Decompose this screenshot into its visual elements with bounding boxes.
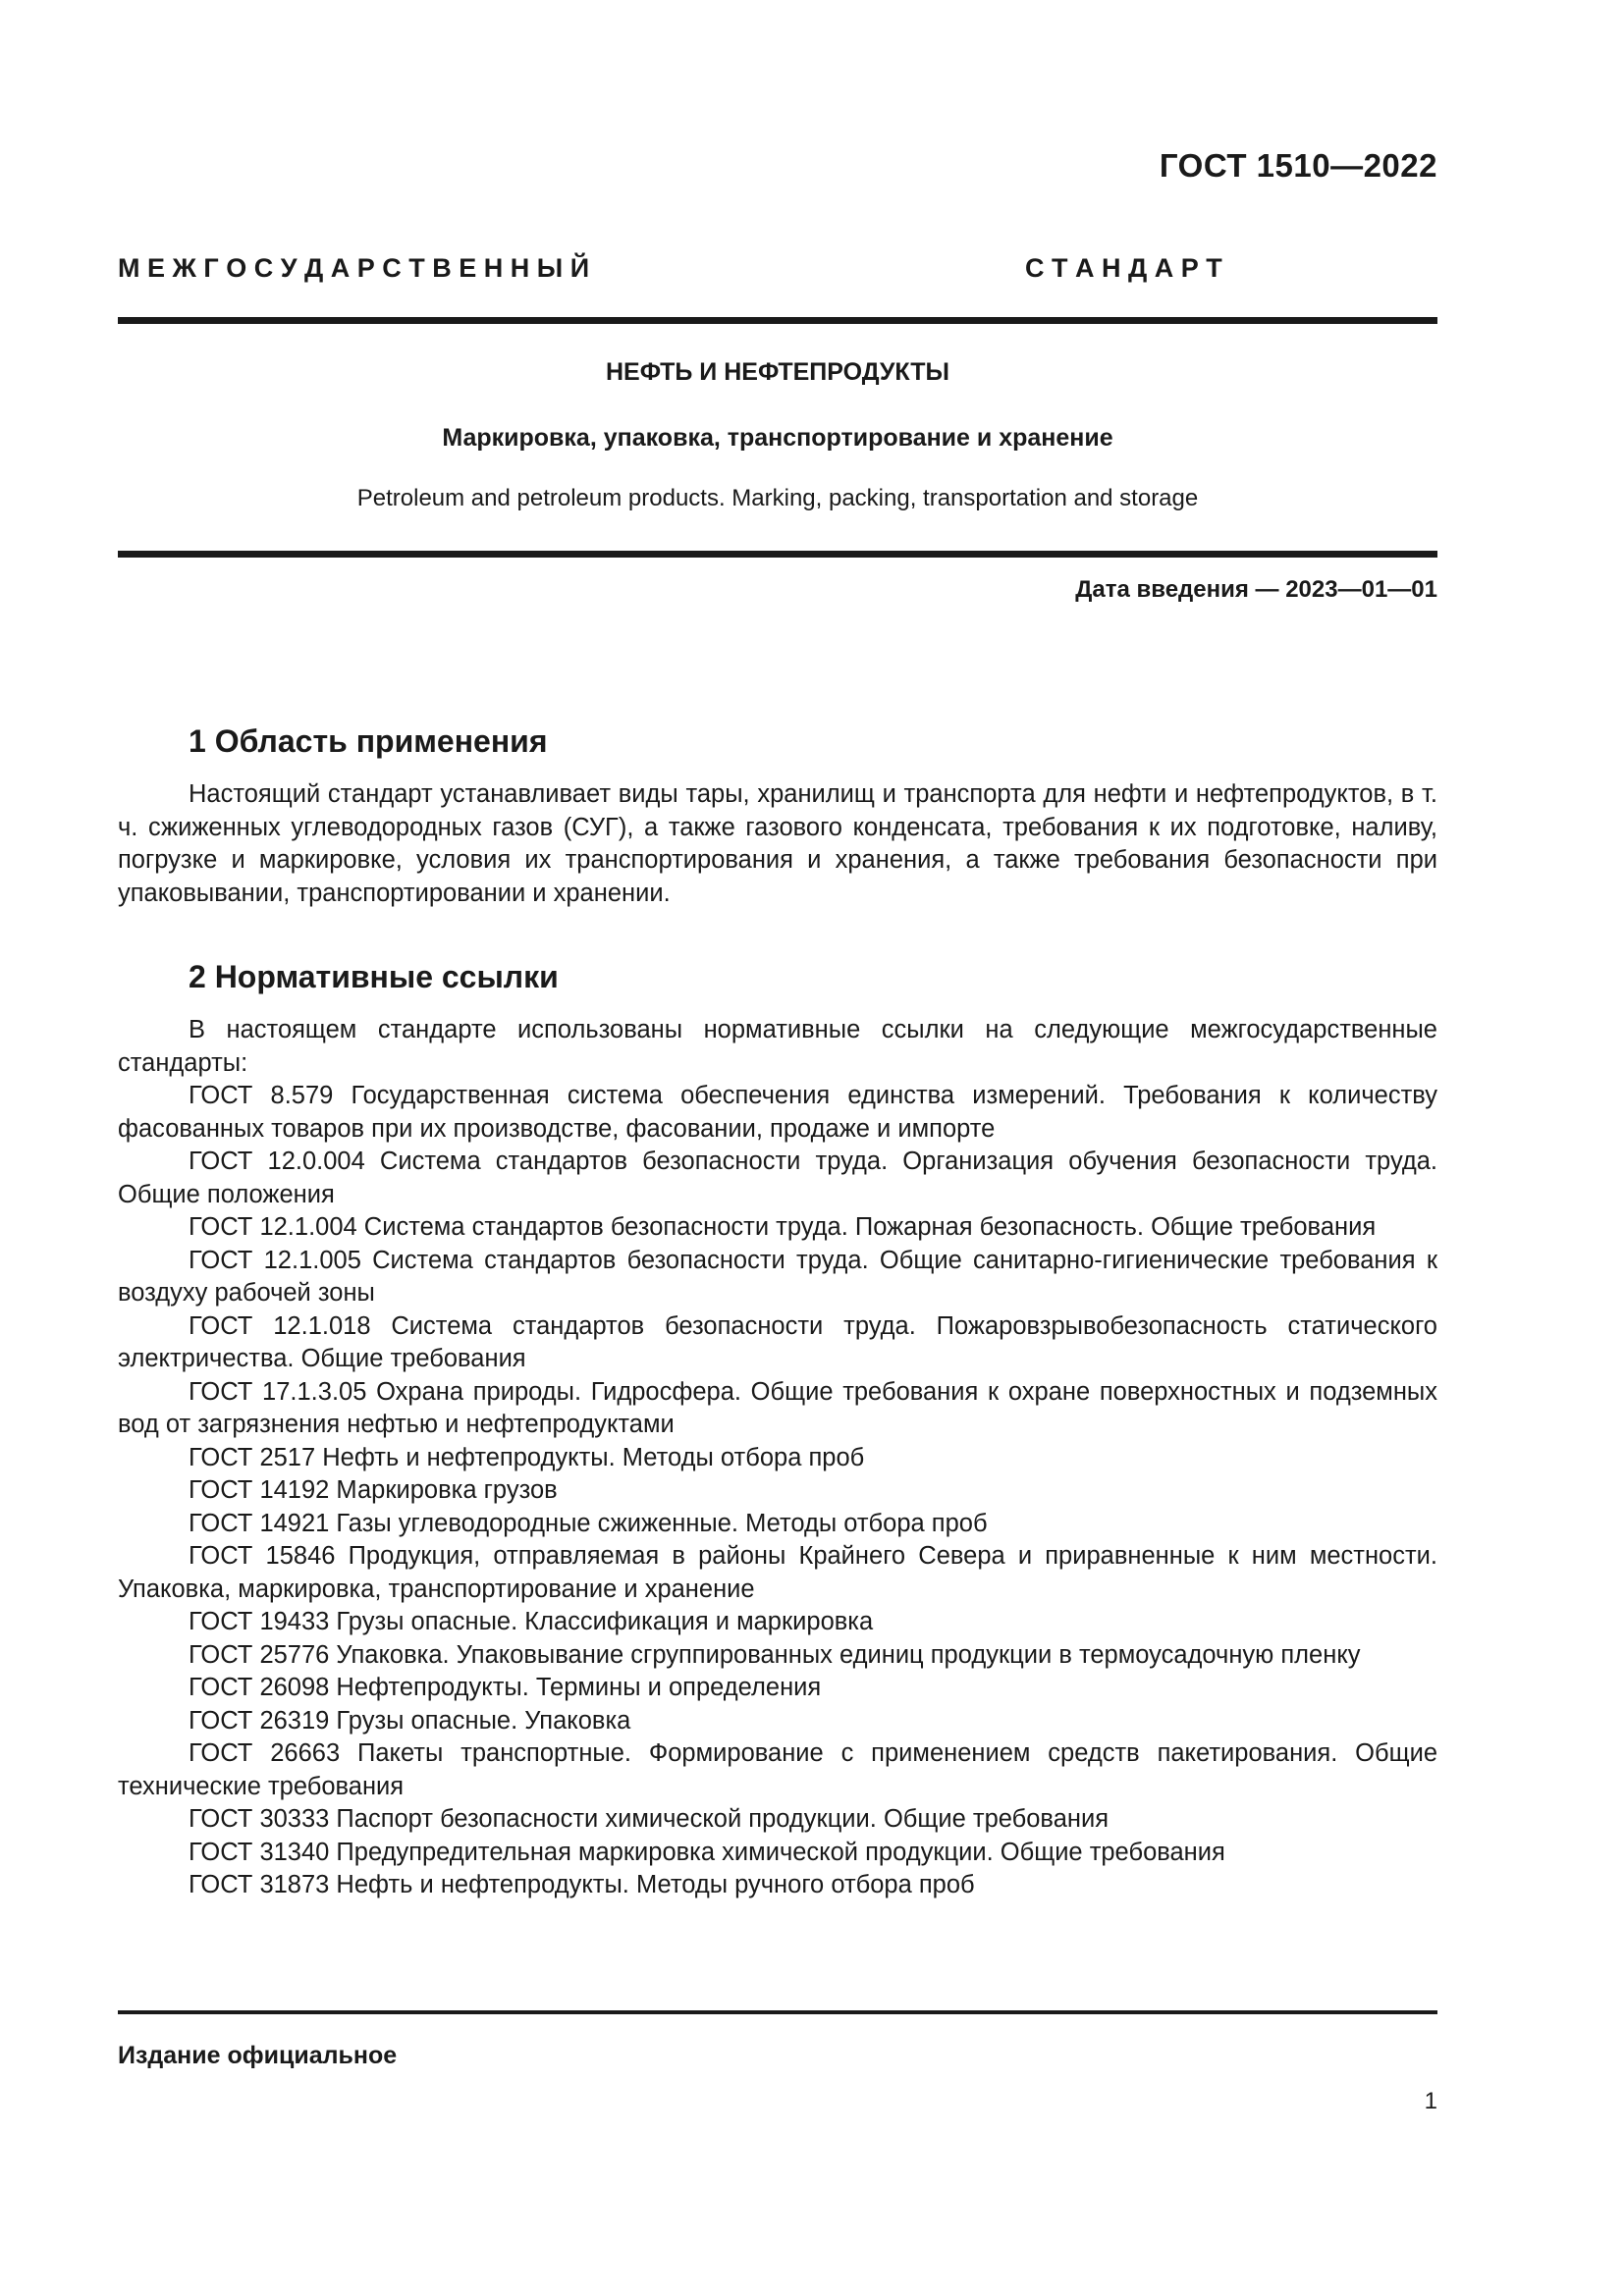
- document-type-line: [118, 253, 1437, 284]
- introduction-date: Дата введения — 2023—01—01: [1075, 576, 1437, 603]
- reference-item: ГОСТ 31340 Предупредительная маркировка химической продукции. Общие требования: [189, 1838, 1225, 1866]
- doc-type-word-2: С Т А Н Д А Р Т: [1025, 253, 1222, 283]
- title-divider: [118, 551, 1437, 558]
- reference-item: ГОСТ 12.0.004 Система стандартов безопасности труда. Организация обучения безопасности труда. Общие положения: [118, 1148, 1437, 1208]
- reference-item: ГОСТ 30333 Паспорт безопасности химической продукции. Общие требования: [189, 1805, 1110, 1833]
- top-divider: [118, 317, 1437, 324]
- reference-item: ГОСТ 26098 Нефтепродукты. Термины и определения: [189, 1674, 822, 1701]
- section-normative-references: [118, 957, 1437, 1902]
- footer-divider: [118, 2010, 1437, 2014]
- reference-item: ГОСТ 31873 Нефть и нефтепродукты. Методы ручного отбора проб: [189, 1871, 975, 1898]
- document-subtitle: Маркировка, упаковка, транспортирование и хранение: [442, 424, 1113, 452]
- reference-item: ГОСТ 25776 Упаковка. Упаковывание сгруппированных единиц продукции в термоусадочную пленку: [189, 1640, 1361, 1669]
- reference-item: ГОСТ 8.579 Государственная система обеспечения единства измерений. Требования к количеству фасованных товаров при их производстве, фасовании, продаже и импорте: [118, 1082, 1437, 1143]
- official-edition-label: Издание официальное: [118, 2042, 398, 2069]
- reference-item: ГОСТ 12.1.018 Система стандартов безопасности труда. Пожаровзрывобезопасность статического электричества. Общие требования: [118, 1311, 1437, 1372]
- reference-item: ГОСТ 15846 Продукция, отправляемая в районы Крайнего Севера и приравненные к ним местности. Упаковка, маркировка, транспортирование и хранение: [118, 1542, 1437, 1603]
- section-heading: 1 Область применения: [189, 723, 548, 759]
- reference-item: ГОСТ 2517 Нефть и нефтепродукты. Методы отбора проб: [189, 1443, 865, 1471]
- document-number: ГОСТ 1510—2022: [1159, 147, 1437, 184]
- reference-item: ГОСТ 12.1.004 Система стандартов безопасности труда. Пожарная безопасность. Общие требования: [189, 1213, 1377, 1241]
- section-heading: 2 Нормативные ссылки: [189, 959, 559, 994]
- page-number: 1: [1424, 2088, 1437, 2114]
- section-paragraph: Настоящий стандарт устанавливает виды тары, хранилищ и транспорта для нефти и нефтепродуктов, в т. ч. сжиженных углеводородных газов (СУГ), а также газового конденсата, требования к их подготовке, наливу, погрузке и маркировке, условия их транспортирования и хранения, а также требования безопасности при упаковывании, транспортировании и хранении.: [118, 780, 1437, 907]
- document-title: НЕФТЬ И НЕФТЕПРОДУКТЫ: [606, 358, 949, 386]
- section-scope: [118, 721, 1437, 910]
- document-title-english: Petroleum and petroleum products. Marking, packing, transportation and storage: [356, 485, 1199, 511]
- reference-item: ГОСТ 26663 Пакеты транспортные. Формирование с применением средств пакетирования. Общие технические требования: [118, 1739, 1437, 1800]
- section-intro: В настоящем стандарте использованы нормативные ссылки на следующие межгосударственные стандарты:: [118, 1016, 1437, 1077]
- reference-item: ГОСТ 26319 Грузы опасные. Упаковка: [189, 1706, 631, 1735]
- doc-type-word-1: М Е Ж Г О С У Д А Р С Т В Е Н Н Ы Й: [118, 253, 590, 283]
- reference-item: ГОСТ 14921 Газы углеводородные сжиженные. Методы отбора проб: [189, 1509, 988, 1537]
- reference-item: ГОСТ 19433 Грузы опасные. Классификация и маркировка: [189, 1608, 874, 1635]
- reference-item: ГОСТ 12.1.005 Система стандартов безопасности труда. Общие санитарно-гигиенические требования к воздуху рабочей зоны: [118, 1246, 1437, 1307]
- reference-item: ГОСТ 14192 Маркировка грузов: [189, 1476, 558, 1504]
- reference-item: ГОСТ 17.1.3.05 Охрана природы. Гидросфера. Общие требования к охране поверхностных и подземных вод от загрязнения нефтью и нефтепродуктами: [118, 1377, 1437, 1438]
